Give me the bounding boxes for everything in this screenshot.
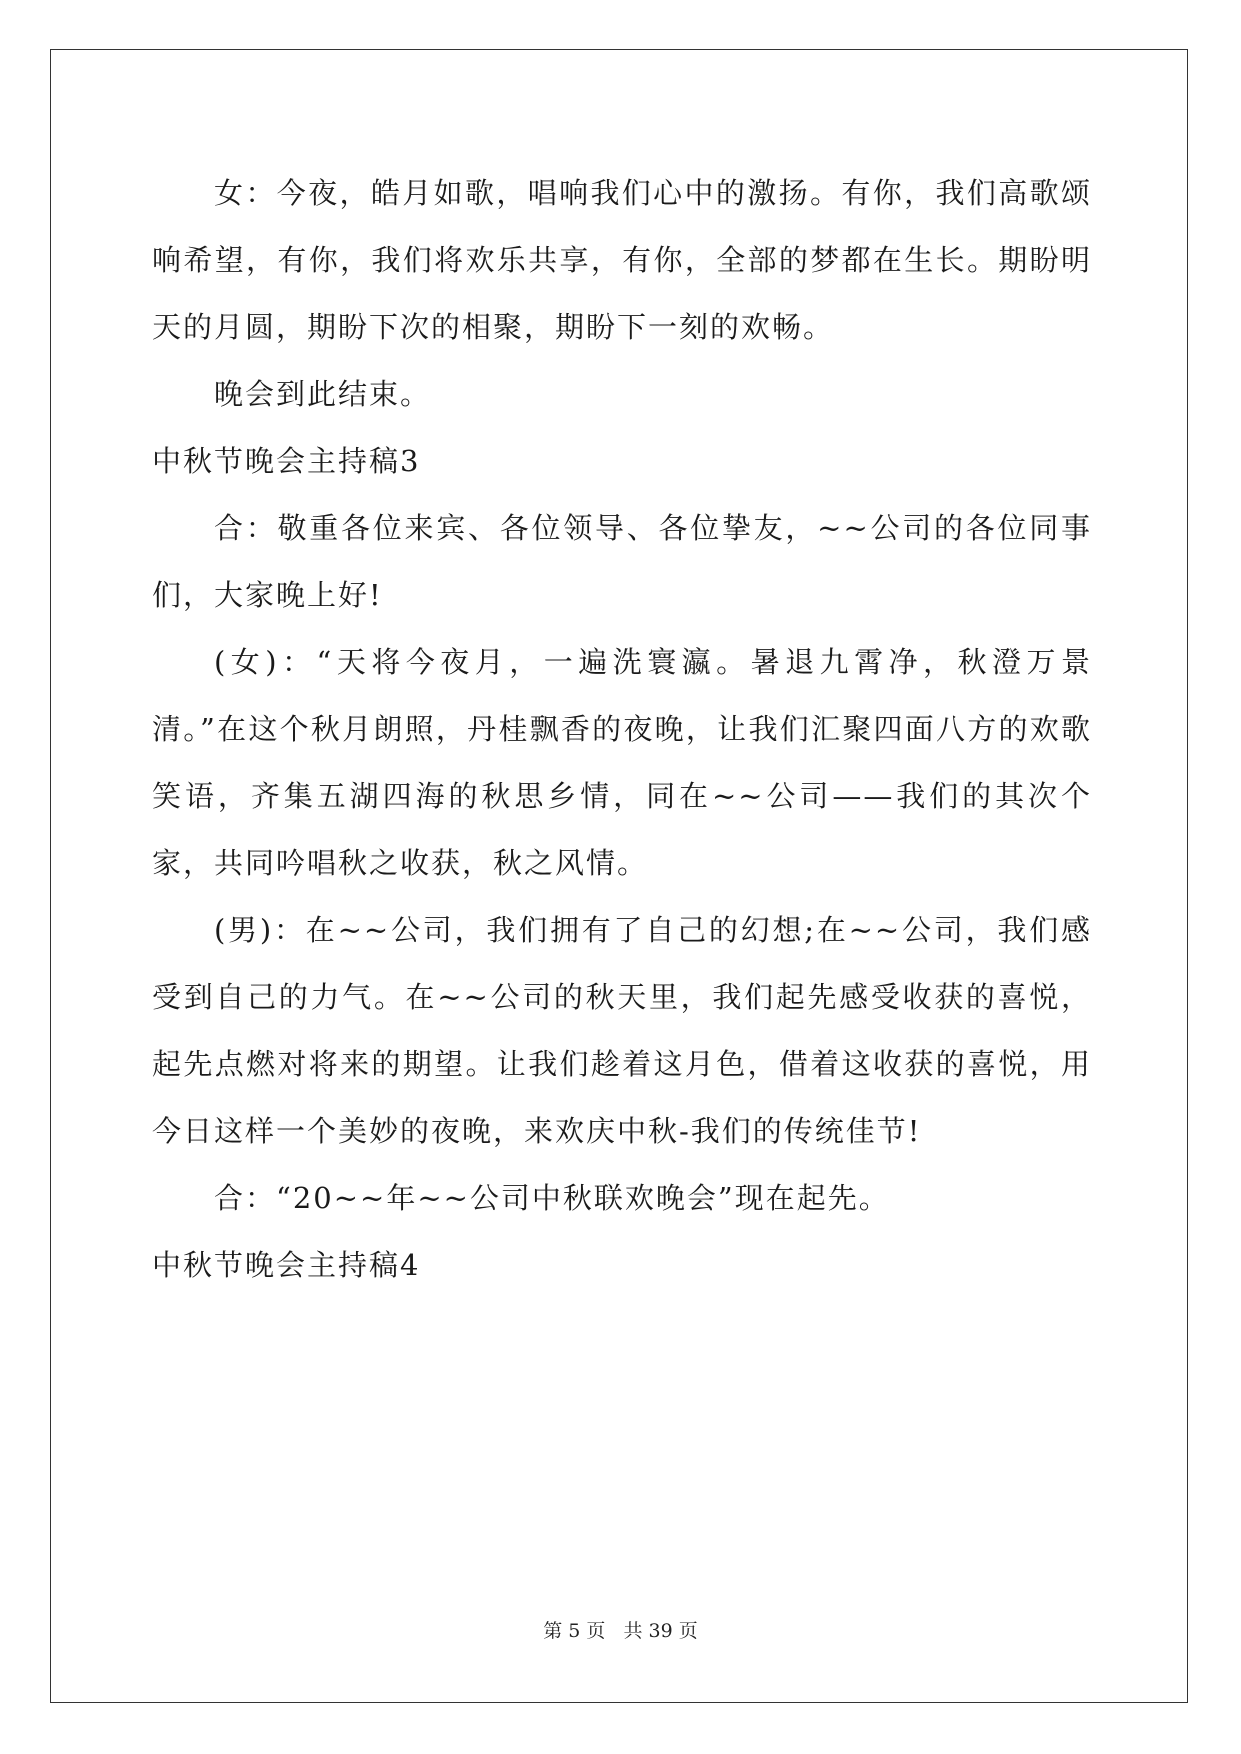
total-pages: 共 39 页 xyxy=(623,1620,698,1642)
section-heading: 中秋节晚会主持稿4 xyxy=(152,1248,421,1282)
paragraph: 女：今夜，皓月如歌，唱响我们心中的激扬。有你，我们高歌颂响希望，有你，我们将欢乐共享，有你，全部的梦都在生长。期盼明天的月圆，期盼下次的相聚，期盼下一刻的欢畅。 xyxy=(152,176,1092,344)
paragraph: 合：“20~~年~~公司中秋联欢晚会”现在起先。 xyxy=(214,1181,890,1215)
section-heading: 中秋节晚会主持稿3 xyxy=(152,444,421,478)
document-body xyxy=(152,160,1092,1299)
paragraph: (女)：“天将今夜月，一遍洗寰瀛。暑退九霄净，秋澄万景清。”在这个秋月朗照，丹桂飘香的夜晚，让我们汇聚四面八方的欢歌笑语，齐集五湖四海的秋思乡情，同在~~公司——我们的其次个家，共同吟唱秋之收获，秋之风情。 xyxy=(152,645,1092,880)
paragraph: 晚会到此结束。 xyxy=(214,377,432,411)
paragraph: 合：敬重各位来宾、各位领导、各位挚友，~~公司的各位同事们，大家晚上好! xyxy=(152,511,1092,612)
page-footer xyxy=(0,1616,1241,1643)
paragraph: (男)：在~~公司，我们拥有了自己的幻想;在~~公司，我们感受到自己的力气。在~~公司的秋天里，我们起先感受收获的喜悦，起先点燃对将来的期望。让我们趁着这月色，借着这收获的喜悦，用今日这样一个美妙的夜晚，来欢庆中秋-我们的传统佳节! xyxy=(152,913,1092,1148)
page-number: 第 5 页 xyxy=(543,1620,606,1642)
